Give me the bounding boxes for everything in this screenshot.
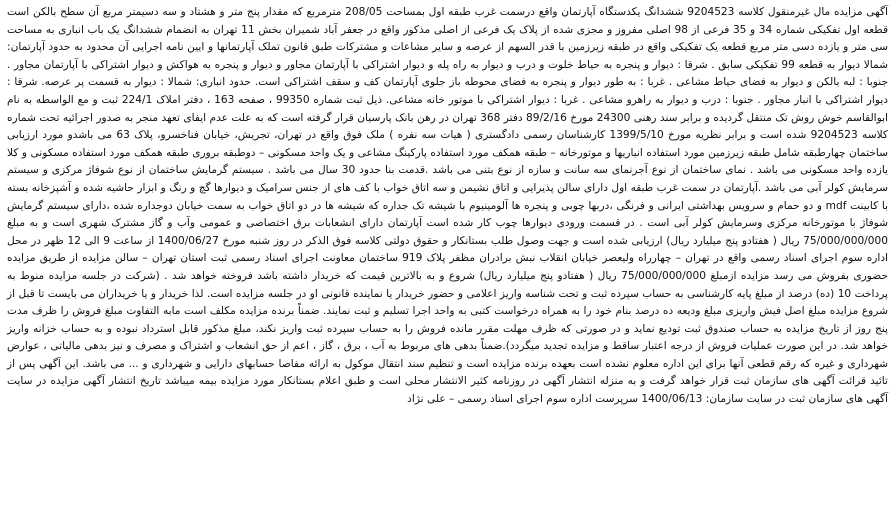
notice-text: آگهی مزایده مال غیرمنقول کلاسه 9204523 ششدانگ یکدستگاه آپارتمان واقع درسمت غرب طبقه اول بمساحت 208/05 مترمربع که مقدار پنج متر و هشتاد و سه دسیمتر مربع آن سطح بالکن است قطعه اول تفکیکی شماره 34 و 35 فرعی از 98 اصلی مفروز و مجزی شده از پلاک یک فرعی از اصلی مذکور واقع در جعفر آباد شمیران بخش 11 تهران به انضمام ششدانگ یک باب انباری به مساحت سی متر و یازده دسی متر مربع قطعه یک تفکیکی واقع در طبقه زیرزمین با قدر السهم از عرصه و سایر مشاعات و مشترکات طبق قانون تملک آپارتمانها و ایین نامه اجرایی آن محدود به حدود آپارتمان: شمالا دیوار به قطعه 99 تفکیکی سابق . شرقا : دیوار و پنجره به حیاط خلوت و درب و دیوار به راه پله و دیوار اشتراکی با آپارتمان مجاور و دیوار و پنجره به هواکش و دیوار اشتراکی با آپارتمان مجاور . جنوبا : لبه بالکن و دیوار به فضای حیاط مشاعی . غربا : به طور دیوار و پنجره به فضای محوطه باز جلوی آپارتمان کف و سقف اشتراکی است. حدود انباری: شمالا : دیوار به قسمت پر عرصه. شرقا : دیوار اشتراکی با انبار مجاور . جنوبا : درب و دیوار به راهرو مشاعی . غربا : دیوار اشتراکی با موتور خانه مشاعی. ذیل ثبت شماره 99350 ، صفحه 163 ، دفتر املاک 224/1 ثبت و مع الواسطه به نام ابوالقاسم خوش روش تک منتقل گردیده و برابر سند رهنی 24300 مورخ 89/2/16 دفتر 368 تهران در رهن بانک پارسیان قرار گرفته است که به علت عدم ایفای تعهد منجر به صدور اجرائیه تحت شماره کلاسه 9204523 شده است و برابر نظریه مورخ 1399/5/10 کارشناسان رسمی دادگستری ( هیات سه نفره ) ملک فوق واقع در تهران، تجریش، خیابان فناخسرو، پلاک 63 می باشدو مورد ارزیابی ساختمان چهارطبقه شامل طبقه زیرزمین مورد استفاده انباریها و موتورخانه – طبقه همکف مورد استفاده پارکینگ مشاعی و یک واحد مسکونی – دوطبقه بروری طبقه همکف مورد استفاده مسکونی و کلا یازده واحد مسکونی می باشد . نمای ساختمان از نوع آجرنمای سه سانت و سازه از نوع بتنی می باشد .قدمت بنا حدود 30 سال می باشد . سیستم گرمایش ساختمان از نوع شوفاژ مرکزی و سیستم سرمایش کولر آبی می باشد .آپارتمان در سمت غرب طبقه اول دارای سالن پذیرایی و اتاق نشیمن و سه اتاق خواب با کف های از جنس سرامیک و دیوارها گچ و رنگ و ابزار حاشیه شده و آشپزخانه بسته با کابینت mdf و دو حمام و سرویس بهداشتی ایرانی و فرنگی ،دربها چوبی و پنجره ها آلومینیوم با شیشه تک جداره که شیشه ها در دو اتاق خواب به سمت خیابان دوجداره شده ،دارای سیستم گرمایش شوفاژ با موتورخانه مرکزی وسرمایش کولر آبی است . در قسمت ورودی دیوارها چوب کار شده است آپارتمان دارای انشعابات برق اختصاصی و عمومی وآب و گاز مشترک شهری است و به مبلغ 75/000/000/000 ریال ( هفتادو پنج میلیارد ریال) ارزیابی شده است و جهت وصول طلب بستانکار و حقوق دولتی کلاسه فوق الذکر در روز شنبه مورخ 1400/06/27 از ساعت 9 الی 12 ظهر در محل اداره سوم اجرای اسناد رسمی واقع در تهران – چهارراه ولیعصر خیابان انقلاب نبش برادران مظفر پلاک 919 ساختمان معاونت اجرای اسناد رسمی ثبت استان تهران – سالن مزایده از طریق مزایده حضوری بفروش می رسد مزایده ازمبلغ 75/000/000/000 ریال ( هفتادو پنج میلیارد ریال) شروع و به بالاترین قیمت که خریدار داشته باشد فروخته خواهد شد . (شرکت در جلسه مزایده منوط به پرداخت 10 (ده) درصد از مبلغ پایه کارشناسی به حساب سپرده ثبت و تحت شناسه واریز اعلامی و حضور خریدار یا نماینده قانونی او در جلسه مزایده است. لذا خریدار و یا خریداران می بایست تا قبل از شروع مزایده مبلغ اصل فیش واریزی مبلغ ودیعه ده درصد بنام خود را به همراه درخواست کتبی به واحد اجرا تسلیم و ثبت نمایند. ضمناً برنده مزایده مکلف است مابه التفاوت مبلغ فروش را ظرف مدت پنج روز از تاریخ مزایده به حساب صندوق ثبت تودیع نماید و در صورتی که ظرف مهلت مقرر مانده فروش را به حساب سپرده ثبت واریز نکند، مبلغ مذکور قابل استرداد نبوده و به حساب خزانه واریز خواهد شد. در این صورت عملیات فروش از درجه اعتبار ساقط و مزایده تجدید میگردد).ضمناً بدهی های مربوط به آب ، برق ، گاز ، اعم از حق انشعاب و اشتراک و مصرف و نیز بدهی مالیاتی ، عوارض شهرداری و غیره که رقم قطعی آنها برای این اداره معلوم نشده است بعهده برنده مزایده است و تنظیم سند انتقال موکول به ارائه مفاصا حسابهای دارایی و شهرداری و ... می باشد. این آگهی پس از تائید قرائت آگهی های سازمان ثبت قرار خواهد گرفت و به منزله انتشار آگهی در روزنامه کثیر الانتشار محلی است و طبق اعلام بستانکار مورد مزایده بیمه میباشد تاریخ انتشار آگهی مزایده در سایت آگهی های سازمان ثبت در سایت سازمان: 1400/06/13 سرپرست اداره سوم اجرای اسناد رسمی – علی نژاد xyxy=(7,6,889,406)
